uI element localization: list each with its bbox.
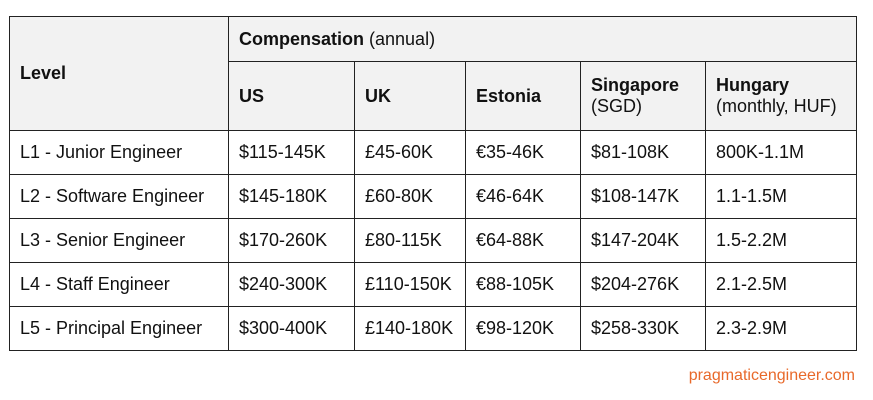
us-cell: $170-260K (229, 219, 355, 263)
column-label: Hungary (716, 75, 790, 95)
uk-cell: £80-115K (355, 219, 466, 263)
us-cell: $240-300K (229, 263, 355, 307)
estonia-cell: €98-120K (466, 307, 581, 351)
table-row (10, 219, 857, 263)
column-sublabel: (SGD) (591, 96, 642, 116)
singapore-cell: $81-108K (581, 131, 706, 175)
singapore-cell: $258-330K (581, 307, 706, 351)
hungary-cell: 1.1-1.5M (706, 175, 857, 219)
table-row (10, 175, 857, 219)
compensation-table (9, 16, 857, 351)
uk-cell: £110-150K (355, 263, 466, 307)
level-cell: L3 - Senior Engineer (10, 219, 229, 263)
column-label: UK (365, 85, 391, 106)
table-row (10, 131, 857, 175)
column-label: Estonia (476, 85, 542, 106)
column-label: US (239, 85, 265, 106)
column-header-uk (355, 62, 466, 131)
table-row (10, 263, 857, 307)
hungary-cell: 2.3-2.9M (706, 307, 857, 351)
us-cell: $115-145K (229, 131, 355, 175)
column-header-us (229, 62, 355, 131)
estonia-cell: €46-64K (466, 175, 581, 219)
hungary-cell: 800K-1.1M (706, 131, 857, 175)
level-header: Level (10, 17, 229, 131)
compensation-qualifier: (annual) (364, 28, 436, 49)
estonia-cell: €35-46K (466, 131, 581, 175)
uk-cell: £140-180K (355, 307, 466, 351)
compensation-label: Compensation (239, 28, 365, 49)
column-label: Singapore (591, 75, 680, 95)
level-cell: L4 - Staff Engineer (10, 263, 229, 307)
estonia-cell: €88-105K (466, 263, 581, 307)
column-header-hungary (706, 62, 857, 131)
compensation-group-header (229, 17, 857, 62)
header-row-top (10, 17, 857, 62)
column-header-estonia (466, 62, 581, 131)
uk-cell: £60-80K (355, 175, 466, 219)
column-sublabel: (monthly, HUF) (716, 96, 837, 116)
singapore-cell: $204-276K (581, 263, 706, 307)
uk-cell: £45-60K (355, 131, 466, 175)
hungary-cell: 1.5-2.2M (706, 219, 857, 263)
column-header-singapore (581, 62, 706, 131)
level-cell: L1 - Junior Engineer (10, 131, 229, 175)
us-cell: $300-400K (229, 307, 355, 351)
source-credit: pragmaticengineer.com (688, 367, 855, 384)
estonia-cell: €64-88K (466, 219, 581, 263)
singapore-cell: $147-204K (581, 219, 706, 263)
level-cell: L5 - Principal Engineer (10, 307, 229, 351)
level-cell: L2 - Software Engineer (10, 175, 229, 219)
us-cell: $145-180K (229, 175, 355, 219)
singapore-cell: $108-147K (581, 175, 706, 219)
hungary-cell: 2.1-2.5M (706, 263, 857, 307)
table-row (10, 307, 857, 351)
